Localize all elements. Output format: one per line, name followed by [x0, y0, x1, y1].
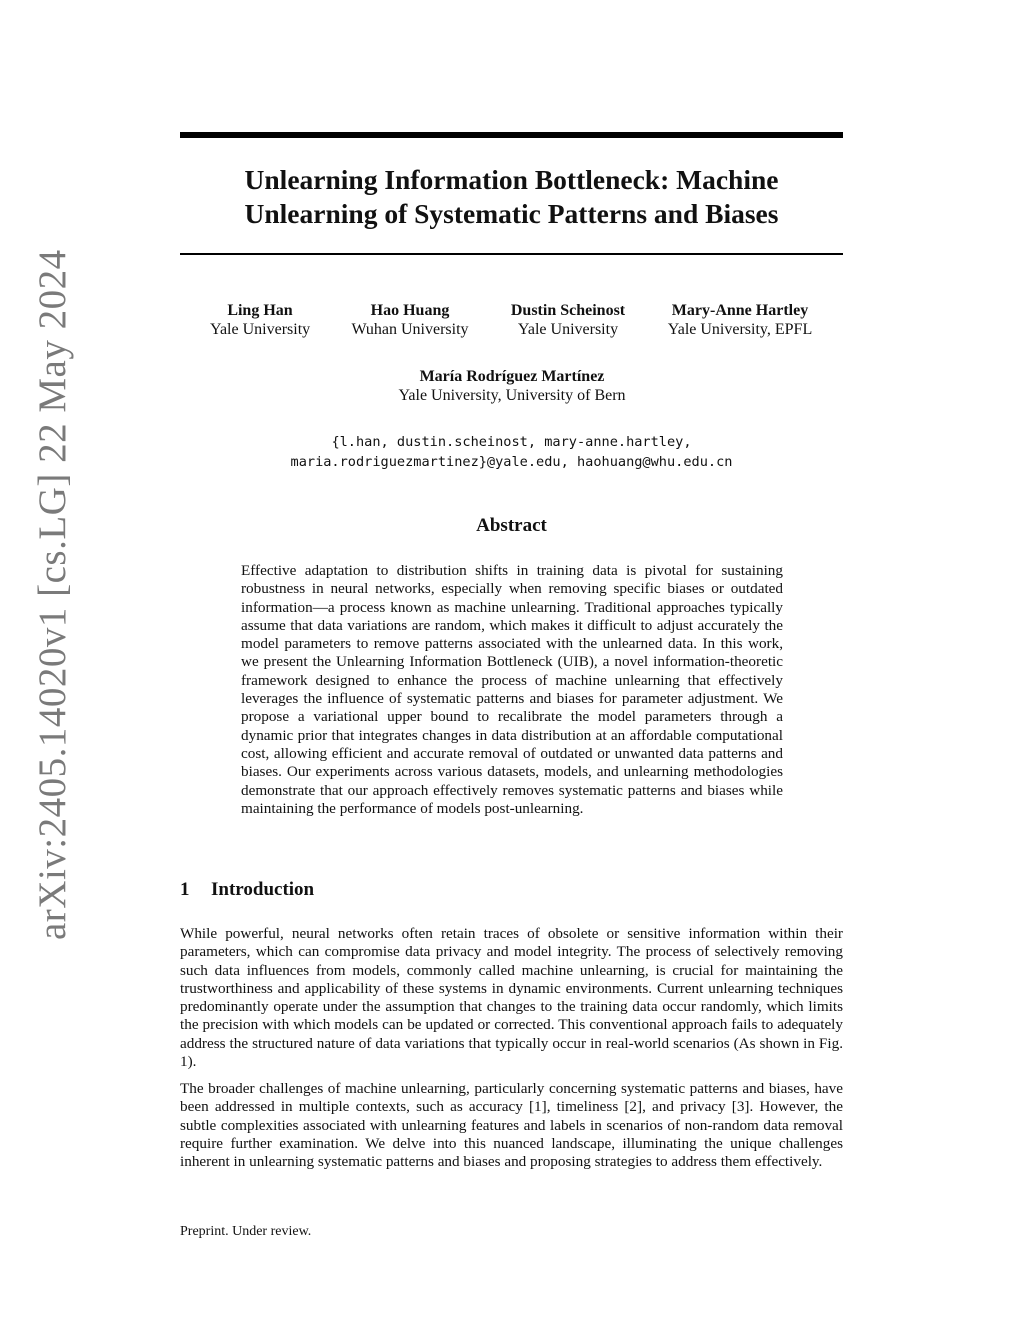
- author-affiliation: Yale University: [210, 321, 311, 338]
- author-name: Ling Han: [227, 302, 293, 319]
- author-block: [210, 301, 310, 339]
- author-name: Mary-Anne Hartley: [671, 302, 809, 319]
- author-block: [503, 301, 633, 339]
- arxiv-identifier-stamp: arXiv:2405.14020v1 [cs.LG] 22 May 2024: [31, 249, 74, 940]
- author-affiliation: Yale University, EPFL: [667, 321, 813, 338]
- abstract-text: Effective adaptation to distribution shifts in training data is pivotal for sustaining robustness in neural networks, especially when removing specific biases or outdated information—a process known as machine unlearning. Traditional approaches typically assume that data variations are random, which makes it difficult to adjust accurately the model parameters to remove patterns associated with the unlearned data. In this work, we present the Unlearning Information Bottleneck (UIB), a novel information-theoretic framework designed to enhance the process of machine unlearning that effectively leverages the influence of systematic patterns and biases for parameter adjustment. We propose a variational upper bound to recalibrate the model parameters through a dynamic prior that integrates changes in data distribution at an affordable computational cost, allowing efficient and accurate removal of outdated or unwanted data patterns and biases. Our experiments across various datasets, models, and unlearning methodologies demonstrate that our approach effectively removes systematic patterns and biases while maintaining the performance of models post-unlearning.: [241, 562, 783, 817]
- email-line-1: {l.han, dustin.scheinost, mary-anne.hartley,: [331, 434, 692, 450]
- author-name: Dustin Scheinost: [510, 302, 626, 319]
- title-bottom-rule: [180, 253, 843, 255]
- introduction-paragraph: While powerful, neural networks often retain traces of obsolete or sensitive information within their parameters, which can compromise data privacy and model integrity. The process of selectively removing such data influences from models, commonly called machine unlearning, is crucial for maintaining the trustworthiness and applicability of these systems in dynamic environments. Current unlearning techniques predominantly operate under the assumption that changes to the training data occur randomly, which limits the precision with which models can be updated or corrected. This conventional approach fails to adequately address the structured nature of data variations that typically occur in real-world scenarios (As shown in Fig. 1).: [180, 925, 843, 1071]
- author-affiliation: Wuhan University: [351, 321, 469, 338]
- section-title: Introduction: [211, 879, 315, 900]
- preprint-footnote: Preprint. Under review.: [180, 1224, 312, 1239]
- author-affiliation: Yale University, University of Bern: [398, 387, 626, 404]
- introduction-paragraph: The broader challenges of machine unlearning, particularly concerning systematic patterns and biases, have been addressed in multiple contexts, such as accuracy [1], timeliness [2], and privacy [3]. However, the subtle complexities associated with unlearning features and labels in scenarios of non-random data removal require further examination. We delve into this nuanced landscape, illuminating the unique challenges inherent in unlearning systematic patterns and biases and proposing strategies to address them effectively.: [180, 1080, 843, 1171]
- abstract-heading: Abstract: [476, 515, 547, 536]
- paper-title: [180, 163, 843, 231]
- author-affiliation: Yale University: [517, 321, 619, 338]
- title-top-rule: [180, 132, 843, 138]
- author-block: [660, 301, 820, 339]
- author-block: [345, 301, 475, 339]
- paper-title-line-1: Unlearning Information Bottleneck: Machine: [244, 164, 779, 195]
- author-name: Hao Huang: [370, 302, 450, 319]
- author-block: [362, 367, 662, 405]
- paper-title-line-2: Unlearning of Systematic Patterns and Biases: [244, 198, 779, 229]
- author-emails: [180, 432, 843, 472]
- section-heading: [180, 879, 314, 901]
- author-name: María Rodríguez Martínez: [419, 368, 605, 385]
- email-line-2: maria.rodriguezmartinez}@yale.edu, haohuang@whu.edu.cn: [290, 454, 733, 470]
- section-number: 1: [180, 879, 190, 900]
